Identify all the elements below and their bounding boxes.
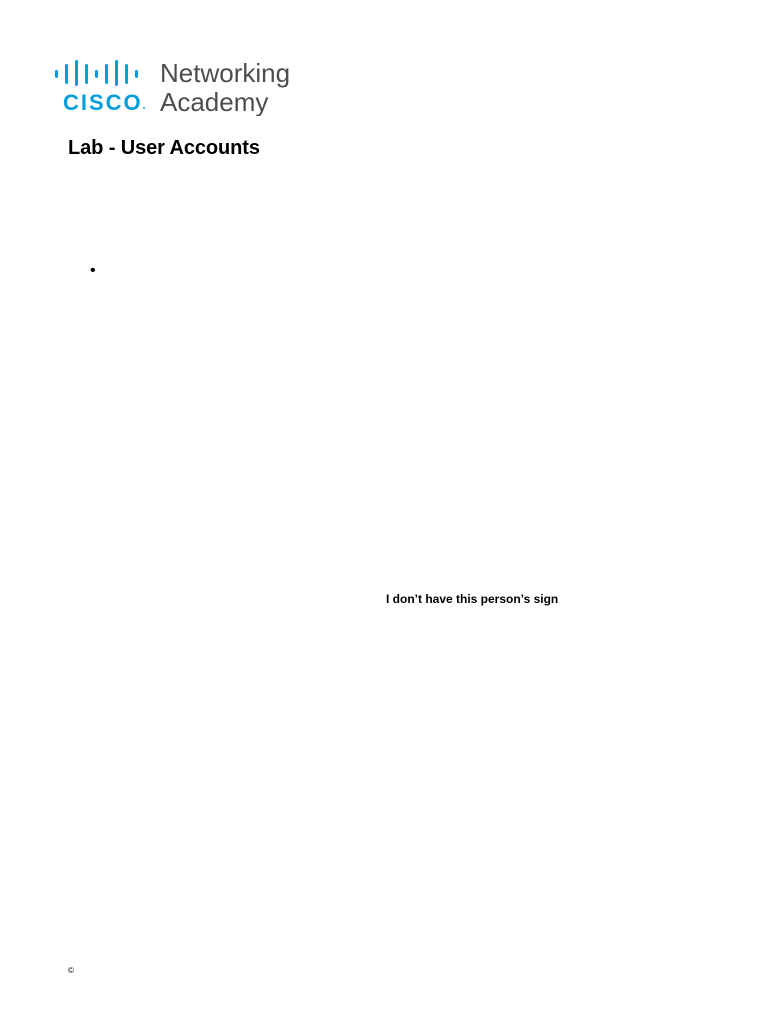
logo-line-academy: Academy [160,87,269,116]
logo-line-networking: Networking [160,58,291,88]
copyright-symbol: © [68,966,74,975]
page-title: Lab - User Accounts [68,137,260,159]
list-bullet: • [90,262,96,279]
cisco-bridge-icon [55,60,138,86]
signature-note: I don’t have this person’s sign [386,592,559,606]
cisco-networking-academy-logo [54,58,304,116]
cisco-wordmark: CISCO [63,90,143,115]
